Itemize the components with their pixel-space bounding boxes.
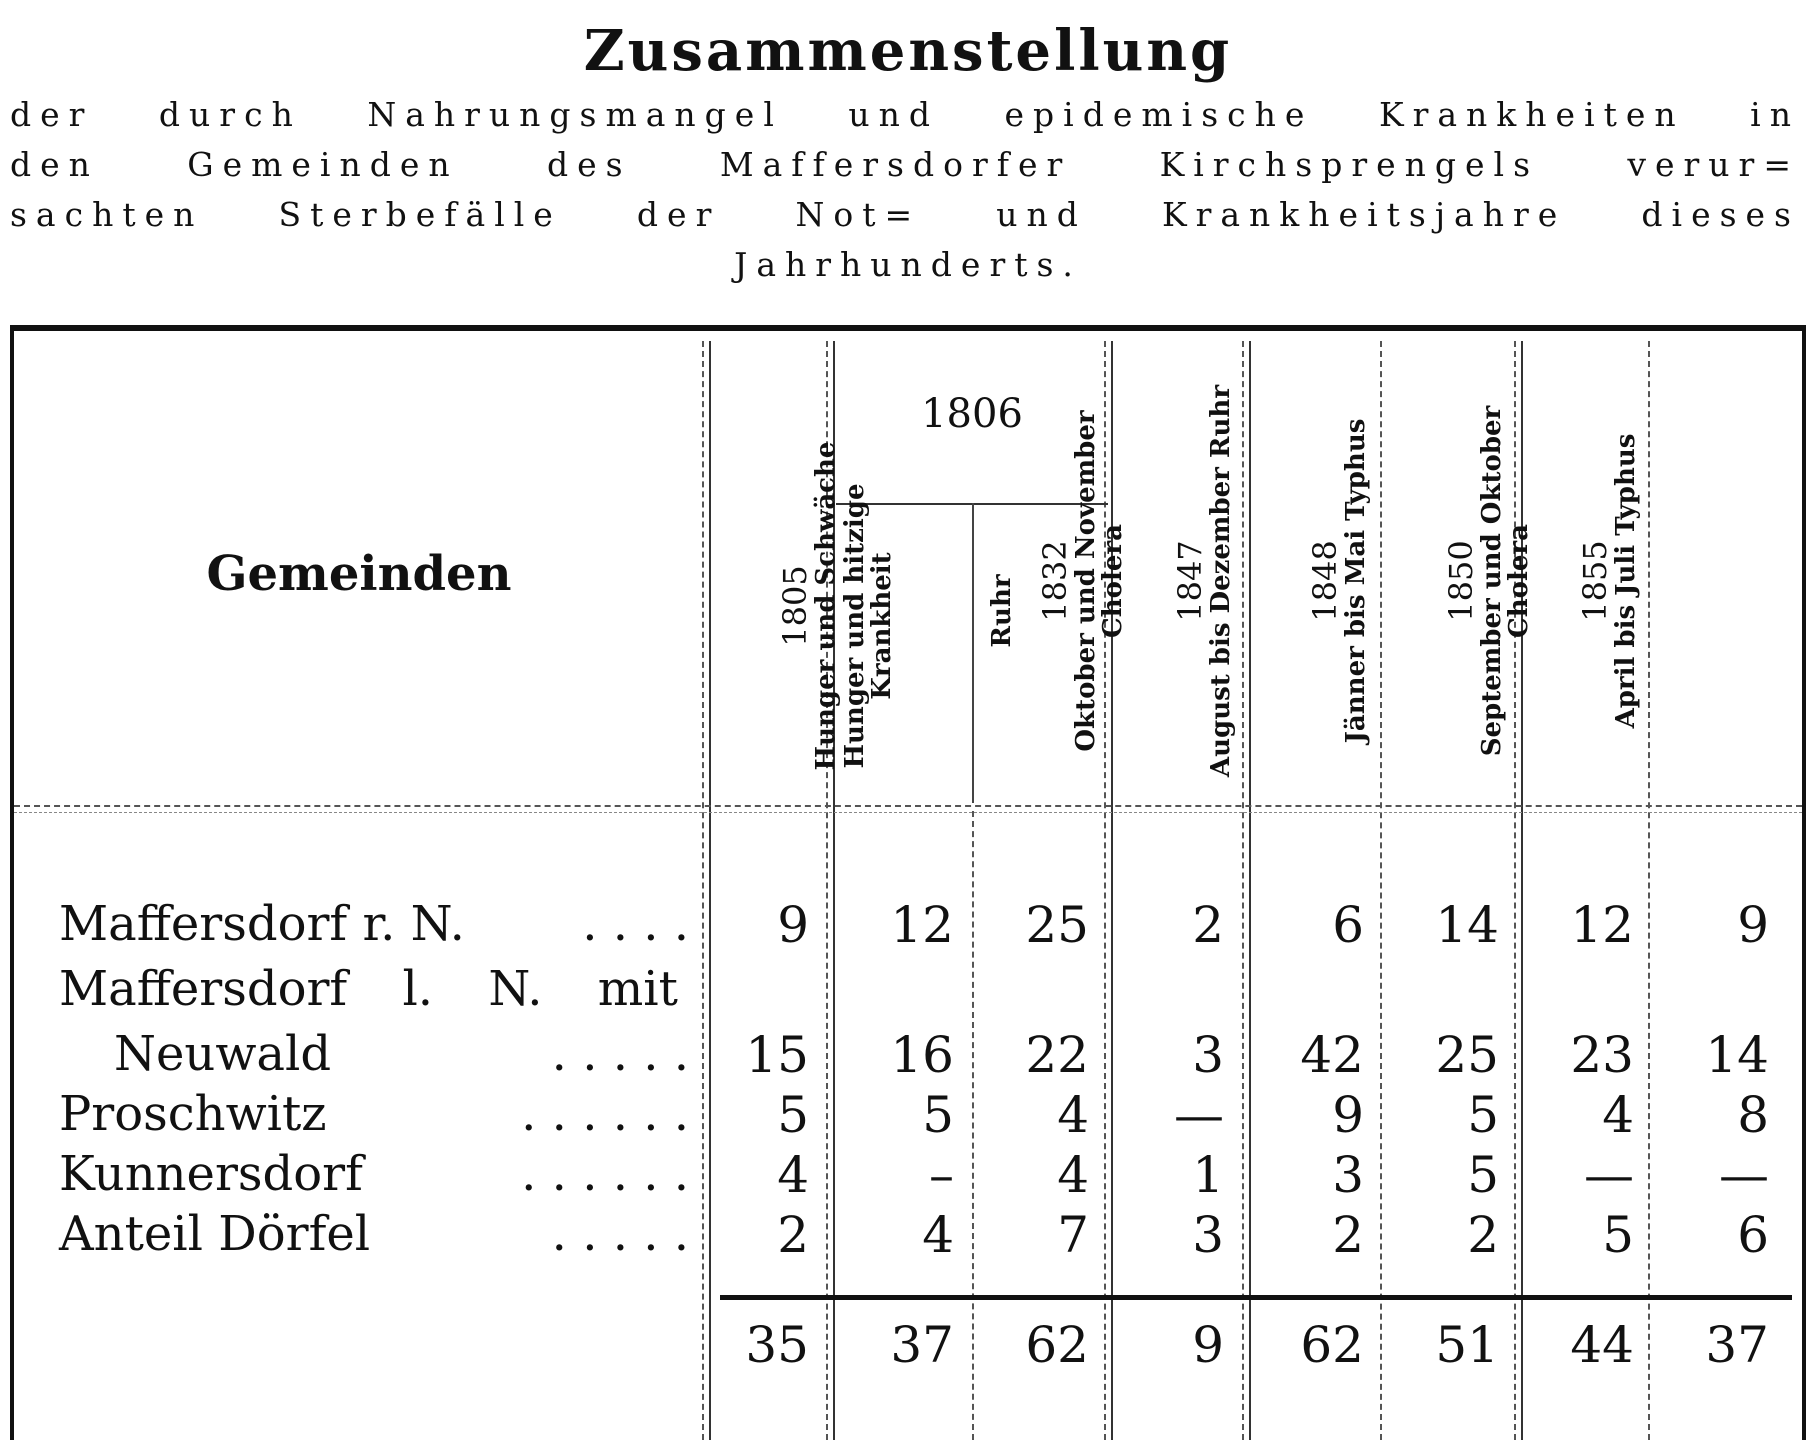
column-divider: [702, 341, 704, 1440]
table-cell: 2: [777, 1206, 809, 1264]
row-label: [59, 1206, 689, 1262]
row-label: [59, 1026, 689, 1082]
table-cell: 8: [1737, 1086, 1769, 1144]
table-cell: 12: [890, 896, 954, 954]
header-text: Oktober und November Cholera: [1070, 410, 1128, 752]
header-year: 1832: [1036, 540, 1074, 622]
total-cell: 37: [890, 1316, 954, 1374]
header-separator: [14, 812, 1802, 813]
column-header-1806-hunger: [842, 476, 962, 776]
subtitle-line-3: sachten Sterbefälle der Not= und Krankheitsjahre dieses: [10, 195, 1800, 234]
header-text: August bis Dezember Ruhr: [1205, 384, 1236, 778]
header-text: Hunger und hitzige Krankheit: [840, 483, 898, 769]
table-cell: 25: [1025, 896, 1089, 954]
table-cell: 2: [1192, 896, 1224, 954]
table-cell: 9: [1332, 1086, 1364, 1144]
row-dots: . . . . .: [551, 1206, 689, 1262]
row-name: Maffersdorf l. N. mit: [59, 961, 678, 1017]
row-label: [59, 1146, 689, 1202]
column-divider: [972, 811, 974, 1440]
table-cell: 16: [890, 1026, 954, 1084]
table-cell: 3: [1332, 1146, 1364, 1204]
column-header-gemeinden: Gemeinden: [206, 546, 512, 602]
table-cell: 4: [1057, 1146, 1089, 1204]
column-header-1850: [1442, 361, 1575, 801]
table-cell: 3: [1192, 1206, 1224, 1264]
header-text: September und Oktober Cholera: [1476, 405, 1534, 757]
column-header-1832: [1036, 361, 1169, 801]
table-cell: 14: [1435, 896, 1499, 954]
header-separator: [14, 805, 1802, 807]
column-header-1855: [1576, 361, 1709, 801]
table-cell: –: [929, 1146, 954, 1204]
row-dots: . . . . .: [551, 1026, 689, 1082]
header-text: Hunger und Schwäche: [810, 441, 841, 771]
table-cell: 14: [1705, 1026, 1769, 1084]
table-cell: 12: [1570, 896, 1634, 954]
document-title: Zusammenstellung: [583, 18, 1233, 84]
table-cell: 3: [1192, 1026, 1224, 1084]
row-label: [59, 896, 689, 952]
table-cell: 2: [1467, 1206, 1499, 1264]
subtitle-line-4: Jahrhunderts.: [734, 245, 1082, 284]
row-name: Maffersdorf r. N.: [59, 896, 465, 952]
header-year: 1850: [1442, 540, 1480, 622]
row-name: Proschwitz: [59, 1086, 327, 1142]
row-name: Neuwald: [114, 1026, 332, 1082]
header-text: Jänner bis Mai Typhus: [1340, 418, 1371, 744]
table-cell: 42: [1300, 1026, 1364, 1084]
total-cell: 62: [1300, 1316, 1364, 1374]
table-cell: 15: [745, 1026, 809, 1084]
table-cell: 5: [777, 1086, 809, 1144]
table-cell: 1: [1192, 1146, 1224, 1204]
table-cell: 9: [777, 896, 809, 954]
table-cell: 4: [777, 1146, 809, 1204]
table-cell: —: [1719, 1146, 1769, 1204]
row-label: [59, 961, 689, 1017]
table-cell: 5: [1467, 1146, 1499, 1204]
table-cell: 4: [1602, 1086, 1634, 1144]
row-dots: . . . . . .: [521, 1146, 689, 1202]
total-cell: 35: [745, 1316, 809, 1374]
row-label: [59, 1086, 689, 1142]
column-header-1847: [1171, 361, 1304, 801]
table-cell: 23: [1570, 1026, 1634, 1084]
table-cell: —: [1584, 1146, 1634, 1204]
table-cell: 7: [1057, 1206, 1089, 1264]
total-cell: 62: [1025, 1316, 1089, 1374]
total-cell: 51: [1435, 1316, 1499, 1374]
row-dots: . . . .: [582, 896, 689, 952]
subtitle-line-1: der durch Nahrungsmangel und epidemische Krankheiten in: [10, 95, 1800, 134]
header-year: 1848: [1306, 540, 1344, 622]
table-cell: 5: [1467, 1086, 1499, 1144]
header-year: 1847: [1171, 540, 1209, 622]
table-cell: 5: [1602, 1206, 1634, 1264]
table-cell: 25: [1435, 1026, 1499, 1084]
table-cell: 4: [922, 1206, 954, 1264]
table-cell: 6: [1737, 1206, 1769, 1264]
header-year: 1855: [1576, 540, 1614, 622]
column-header-1848: [1306, 361, 1439, 801]
row-name: Kunnersdorf: [59, 1146, 363, 1202]
table-cell: —: [1174, 1086, 1224, 1144]
header-text: Ruhr: [987, 574, 1017, 648]
table-cell: 4: [1057, 1086, 1089, 1144]
header-text: April bis Juli Typhus: [1610, 433, 1641, 729]
table-cell: 5: [922, 1086, 954, 1144]
table-cell: 6: [1332, 896, 1364, 954]
row-dots: . . . . . .: [521, 1086, 689, 1142]
group-header-1806: 1806: [921, 391, 1023, 437]
total-cell: 9: [1192, 1316, 1224, 1374]
mortality-table: [10, 325, 1806, 1440]
row-name: Anteil Dörfel: [59, 1206, 371, 1262]
total-cell: 44: [1570, 1316, 1634, 1374]
table-cell: 9: [1737, 896, 1769, 954]
total-cell: 37: [1705, 1316, 1769, 1374]
header-year: 1805: [776, 565, 814, 647]
table-cell: 2: [1332, 1206, 1364, 1264]
sum-rule: [720, 1295, 1792, 1300]
group-header-divider: [972, 503, 974, 803]
table-cell: 22: [1025, 1026, 1089, 1084]
subtitle-line-2: den Gemeinden des Maffersdorfer Kirchsprengels verur=: [10, 145, 1800, 184]
